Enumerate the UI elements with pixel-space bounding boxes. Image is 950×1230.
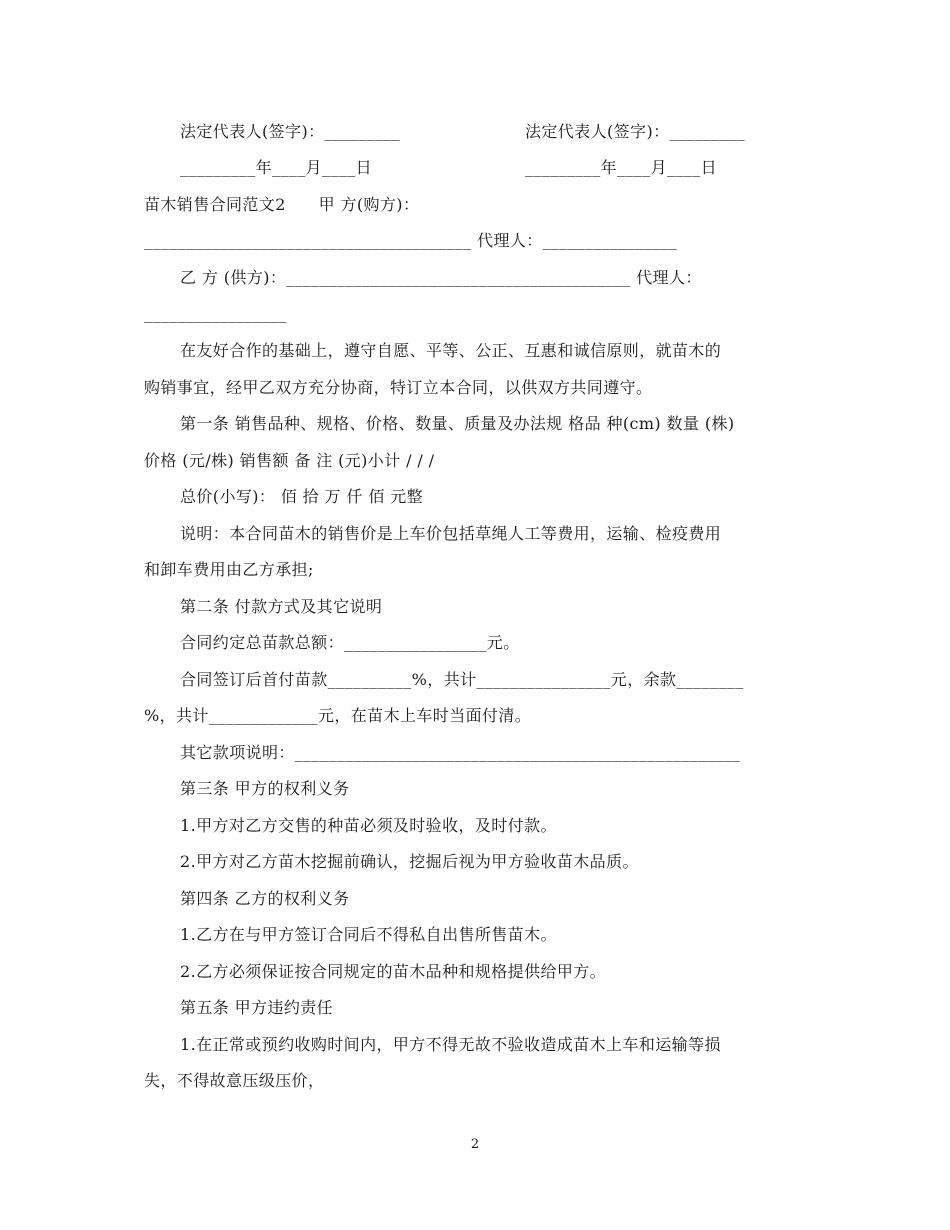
total-price-line: 总价(小写)： 佰 拾 万 仟 佰 元整 — [180, 487, 424, 506]
date-line-party-b: _________年____月____日 — [525, 158, 717, 177]
article-1-line-1: 第一条 销售品种、规格、价格、数量、质量及办法规 格品 种(cm) 数量 (株) — [180, 414, 735, 433]
total-amount-line: 合同约定总苗款总额：_________________元。 — [180, 633, 520, 652]
article-4-item-1: 1.乙方在与甲方签订合同后不得私自出售所售苗木。 — [180, 925, 557, 944]
article-2-heading: 第二条 付款方式及其它说明 — [180, 597, 383, 616]
note-line-2: 和卸车费用由乙方承担; — [144, 560, 314, 579]
article-5-item-1-line-1: 1.在正常或预约收购时间内，甲方不得无故不验收造成苗木上车和运输等损 — [180, 1035, 721, 1054]
article-4-item-2: 2.乙方必须保证按合同规定的苗木品种和规格提供给甲方。 — [180, 962, 607, 981]
signature-line-party-b: 法定代表人(签字)：_________ — [525, 122, 746, 141]
payment-line-1: 合同签订后首付苗款__________%，共计________________元，余款________ — [180, 670, 744, 689]
signature-line-party-a: 法定代表人(签字)：_________ — [180, 122, 401, 141]
party-b-line: 乙 方 (供方)：_________________________________________ 代理人： — [180, 268, 702, 287]
note-line-1: 说明：本合同苗木的销售价是上车价包括草绳人工等费用，运输、检疫费用 — [180, 524, 722, 543]
article-3-item-1: 1.甲方对乙方交售的种苗必须及时验收，及时付款。 — [180, 816, 557, 835]
article-4-heading: 第四条 乙方的权利义务 — [180, 889, 350, 908]
article-3-heading: 第三条 甲方的权利义务 — [180, 779, 350, 798]
page-number: 2 — [470, 1137, 480, 1152]
payment-line-2: %，共计_____________元，在苗木上车时当面付清。 — [144, 706, 532, 725]
date-line-party-a: _________年____月____日 — [180, 158, 372, 177]
article-5-item-1-line-2: 失，不得故意压级压价， — [144, 1071, 325, 1090]
other-items-line: 其它款项说明：_____________________________________________________ — [180, 743, 740, 762]
article-5-heading: 第五条 甲方违约责任 — [180, 998, 334, 1017]
preamble-line-1: 在友好合作的基础上，遵守自愿、平等、公正、互惠和诚信原则，就苗木的 — [180, 341, 722, 360]
party-b-agent-blank: _________________ — [144, 304, 287, 323]
article-1-line-2: 价格 (元/株) 销售额 备 注 (元)小计 / / / — [144, 451, 435, 470]
article-3-item-2: 2.甲方对乙方苗木挖掘前确认，挖掘后视为甲方验收苗木品质。 — [180, 852, 639, 871]
preamble-line-2: 购销事宜，经甲乙双方充分协商，特订立本合同，以供双方共同遵守。 — [144, 378, 653, 397]
contract-title-line: 苗木销售合同范文2 甲 方(购方)： — [144, 195, 420, 214]
party-a-agent-line: _______________________________________ 代理人：________________ — [144, 231, 678, 250]
